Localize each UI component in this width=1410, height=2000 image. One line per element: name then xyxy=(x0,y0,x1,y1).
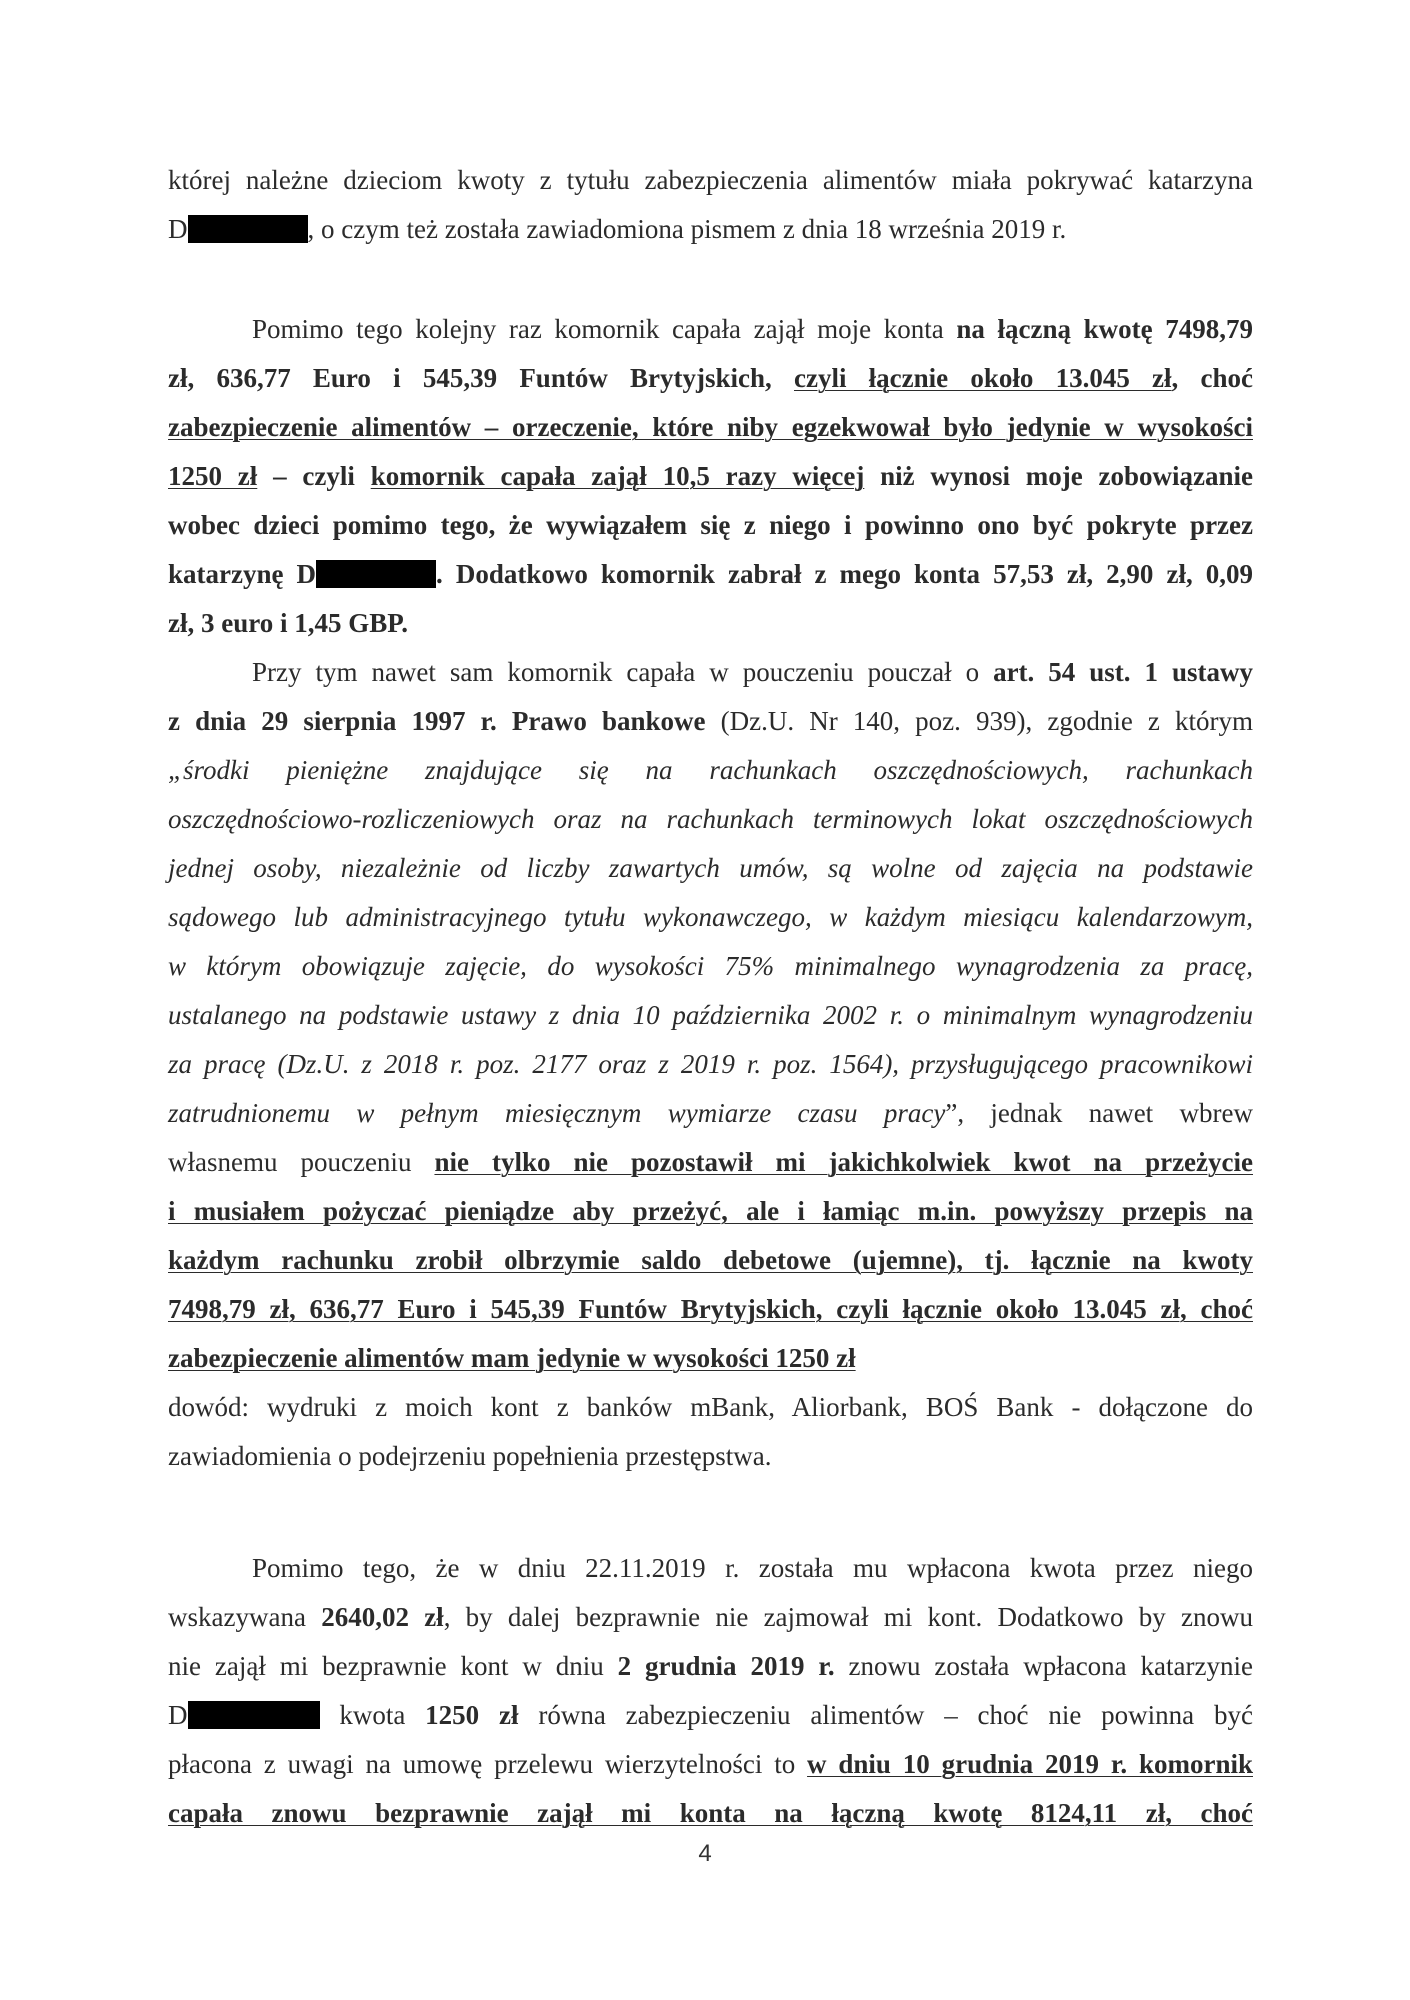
text-line xyxy=(252,1552,1253,1584)
text-line xyxy=(168,1195,1253,1227)
text-line xyxy=(168,607,1253,639)
text: zawiadomienia o podejrzeniu popełnienia przestępstwa. xyxy=(168,1441,772,1471)
text-line xyxy=(168,705,1253,737)
underlined-text: zabezpieczenie alimentów mam jedynie w wysokości 1250 zł xyxy=(168,1343,856,1373)
text-line xyxy=(168,1440,1253,1472)
text-line xyxy=(168,1391,1253,1423)
text: której należne dzieciom kwoty z tytułu zabezpieczenia alimentów miała pokrywać katarzyna xyxy=(168,165,1253,195)
text: znowu została wpłacona katarzynie xyxy=(834,1651,1253,1681)
text-line xyxy=(168,1342,1253,1374)
text-line xyxy=(168,1650,1253,1682)
text-line xyxy=(168,999,1253,1031)
text-line xyxy=(252,656,1253,688)
bold-text: . Dodatkowo komornik zabrał z mego konta 57,53 zł, 2,90 zł, 0,09 xyxy=(436,559,1254,589)
text: równa zabezpieczeniu alimentów – choć nie powinna być xyxy=(518,1700,1253,1730)
bold-text: 2640,02 zł xyxy=(321,1602,444,1632)
text: , o czym też została zawiadomiona pismem z dnia 18 września 2019 r. xyxy=(307,214,1067,244)
text: , by dalej bezprawnie nie zajmował mi kont. Dodatkowo by znowu xyxy=(443,1602,1253,1632)
text: kwota xyxy=(319,1700,426,1730)
bold-text: 2 grudnia 2019 r. xyxy=(617,1651,835,1681)
underlined-text: 1250 zł xyxy=(168,461,258,491)
redaction-bar xyxy=(188,1701,320,1729)
text-line xyxy=(168,852,1253,884)
underlined-text: capała znowu bezprawnie zajął mi konta na łączną kwotę 8124,11 zł, choć xyxy=(168,1798,1253,1828)
text-line xyxy=(168,213,1253,245)
underlined-text: zabezpieczenie alimentów – orzeczenie, które niby egzekwował było jedynie w wysokości xyxy=(168,412,1253,442)
bold-text: 1250 zł xyxy=(425,1700,519,1730)
bold-text: na łączną kwotę 7498,79 xyxy=(956,314,1253,344)
text: D xyxy=(168,1700,188,1730)
text: zł, 636,77 Euro i 545,39 Funtów Brytyjskich, xyxy=(168,363,794,393)
italic-text: ustalanego na podstawie ustawy z dnia 10 października 2002 r. o minimalnym wynagrodzeniu xyxy=(168,1000,1253,1030)
italic-text: „środki pieniężne znajdujące się na rachunkach oszczędnościowych, rachunkach xyxy=(168,755,1253,785)
text: (Dz.U. Nr 140, poz. 939), zgodnie z którym xyxy=(705,706,1253,736)
text-line xyxy=(168,164,1253,196)
text: płacona z uwagi na umowę przelewu wierzytelności to xyxy=(168,1749,808,1779)
text-line xyxy=(168,1699,1253,1731)
text-line xyxy=(168,1748,1253,1780)
italic-text: sądowego lub administracyjnego tytułu wykonawczego, w każdym miesiącu kalendarzowym, xyxy=(168,902,1253,932)
italic-text: zatrudnionemu w pełnym miesięcznym wymiarze czasu pracy xyxy=(168,1098,946,1128)
bold-text: art. 54 ust. 1 ustawy xyxy=(993,657,1253,687)
text-line xyxy=(252,313,1253,345)
italic-text: w którym obowiązuje zajęcie, do wysokości 75% minimalnego wynagrodzenia za pracę, xyxy=(168,951,1253,981)
text-line xyxy=(168,1797,1253,1829)
text-line xyxy=(168,950,1253,982)
underlined-text: i musiałem pożyczać pieniądze aby przeżyć, ale i łamiąc m.in. powyższy przepis na xyxy=(168,1196,1253,1226)
text: Pomimo tego kolejny raz komornik capała zajął moje konta xyxy=(252,314,957,344)
text: D xyxy=(168,214,188,244)
underlined-text: komornik capała zajął 10,5 razy więcej xyxy=(370,461,865,491)
text-line xyxy=(168,1601,1253,1633)
text-line xyxy=(168,1048,1253,1080)
text-line xyxy=(168,460,1253,492)
bold-text: wobec dzieci pomimo tego, że wywiązałem się z niego i powinno ono być pokryte przez xyxy=(168,510,1253,540)
text-line xyxy=(168,1097,1253,1129)
italic-text: oszczędnościowo-rozliczeniowych oraz na rachunkach terminowych lokat oszczędnościowych xyxy=(168,804,1253,834)
text-line xyxy=(168,901,1253,933)
text: Pomimo tego, że w dniu 22.11.2019 r. została mu wpłacona kwota przez niego xyxy=(252,1553,1253,1583)
text: własnemu pouczeniu xyxy=(168,1147,435,1177)
text-line xyxy=(168,362,1253,394)
italic-text: jednej osoby, niezależnie od liczby zawartych umów, są wolne od zajęcia na podstawie xyxy=(168,853,1253,883)
text-line xyxy=(168,1293,1253,1325)
underlined-text: nie tylko nie pozostawił mi jakichkolwiek kwot na przeżycie xyxy=(434,1147,1253,1177)
text: – czyli xyxy=(257,461,371,491)
underlined-text: każdym rachunku zrobił olbrzymie saldo debetowe (ujemne), tj. łącznie na kwoty xyxy=(168,1245,1253,1275)
underlined-text: 7498,79 zł, 636,77 Euro i 545,39 Funtów Brytyjskich, czyli łącznie około 13.045 zł, choć xyxy=(168,1294,1253,1324)
text-line xyxy=(168,754,1253,786)
italic-text: za pracę (Dz.U. z 2018 r. poz. 2177 oraz z 2019 r. poz. 1564), przysługującego pracownikowi xyxy=(168,1049,1253,1079)
text-line xyxy=(168,411,1253,443)
page-number: 4 xyxy=(698,1840,712,1867)
text: ”, jednak nawet wbrew xyxy=(945,1098,1253,1128)
text: , choć xyxy=(1171,363,1253,393)
text: niż wynosi moje zobowiązanie xyxy=(864,461,1253,491)
text: Przy tym nawet sam komornik capała w pouczeniu pouczał o xyxy=(252,657,994,687)
bold-text: z dnia 29 sierpnia 1997 r. Prawo bankowe xyxy=(168,706,706,736)
text: wskazywana xyxy=(168,1602,322,1632)
redaction-bar xyxy=(188,215,308,243)
text-line xyxy=(168,803,1253,835)
bold-text: zł, 3 euro i 1,45 GBP. xyxy=(168,608,409,638)
redaction-bar xyxy=(316,560,436,588)
text-line xyxy=(168,558,1253,590)
text-line xyxy=(168,509,1253,541)
text-line xyxy=(168,1244,1253,1276)
text: nie zajął mi bezprawnie kont w dniu xyxy=(168,1651,618,1681)
text: dowód: wydruki z moich kont z banków mBank, Aliorbank, BOŚ Bank - dołączone do xyxy=(168,1392,1253,1422)
underlined-text: w dniu 10 grudnia 2019 r. komornik xyxy=(807,1749,1253,1779)
underlined-text: czyli łącznie około 13.045 zł xyxy=(794,363,1172,393)
text-line xyxy=(168,1146,1253,1178)
bold-text: katarzynę D xyxy=(168,559,317,589)
